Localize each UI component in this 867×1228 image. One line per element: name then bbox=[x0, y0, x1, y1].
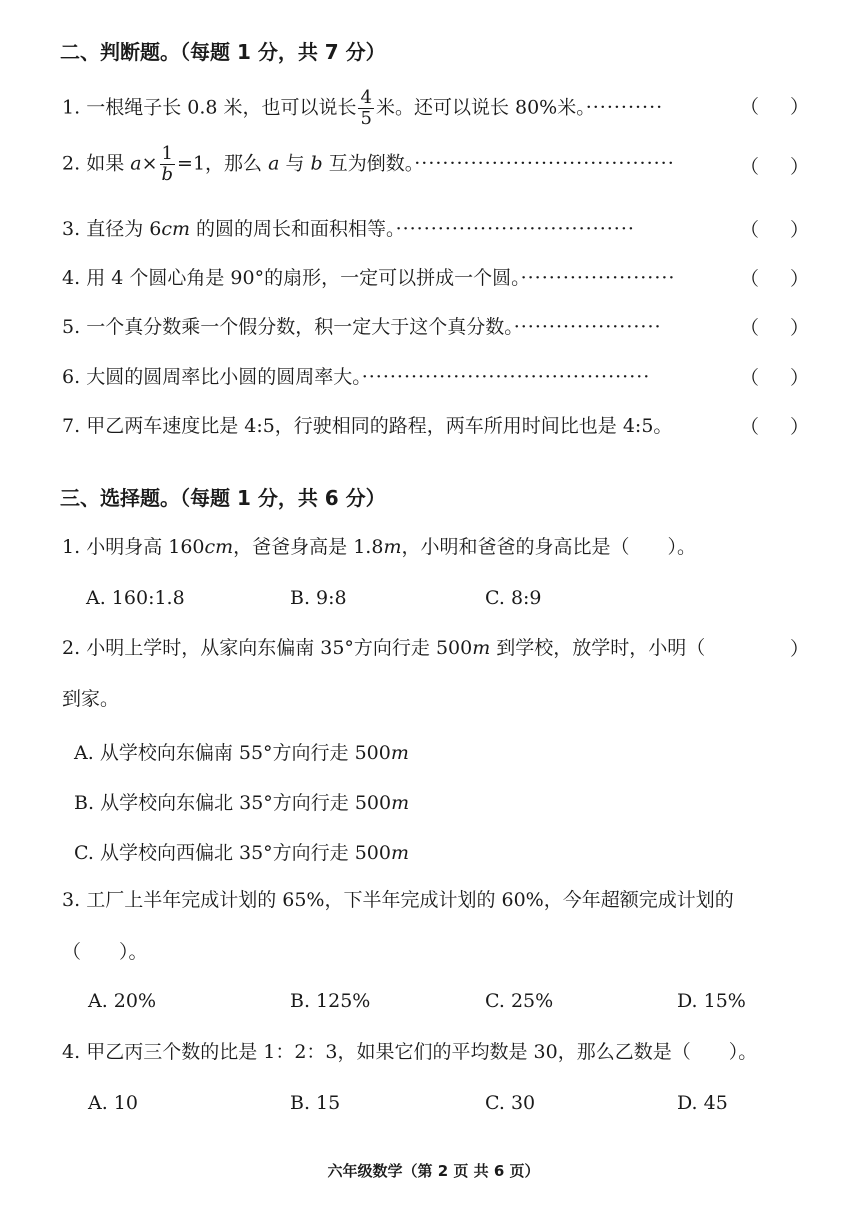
option-a[interactable]: A. 20% bbox=[88, 990, 157, 1012]
item-number: 1. bbox=[62, 536, 81, 558]
item-text: 如果 bbox=[86, 152, 125, 175]
option-label: A. bbox=[74, 742, 94, 764]
answer-paren-open[interactable]: （ bbox=[740, 96, 760, 118]
item-text: 用 4 个圆心角是 90°的扇形，一定可以拼成一个圆。 bbox=[86, 267, 521, 289]
option-text: 从学校向东偏南 55°方向行走 500 bbox=[99, 742, 391, 764]
item-text: 直径为 6 bbox=[86, 218, 162, 240]
choice-question-1 bbox=[62, 533, 696, 561]
question-continuation: 到家。 bbox=[62, 688, 120, 710]
judge-item-3 bbox=[62, 215, 635, 243]
answer-paren-open[interactable]: （ bbox=[740, 268, 760, 290]
page-footer: 六年级数学（第 2 页 共 6 页） bbox=[327, 1162, 540, 1180]
answer-paren-close: ） bbox=[790, 156, 810, 178]
leader-dots: ········································· bbox=[361, 366, 651, 388]
item-text: 工厂上半年完成计划的 65%，下半年完成计划的 60%，今年超额完成计划的 bbox=[86, 889, 734, 911]
judge-item-4 bbox=[62, 264, 675, 292]
leader-dots: ····················· bbox=[513, 316, 662, 338]
judge-item-5 bbox=[62, 313, 662, 341]
item-number: 2. bbox=[62, 637, 81, 659]
option-c[interactable]: C. 8:9 bbox=[485, 587, 542, 609]
item-number: 3. bbox=[62, 889, 81, 911]
leader-dots: ····································· bbox=[414, 152, 675, 175]
option-text: 从学校向西偏北 35°方向行走 500 bbox=[99, 842, 391, 864]
item-text-cont[interactable]: 到学校，放学时，小明（ bbox=[496, 637, 706, 659]
judge-item-6 bbox=[62, 363, 650, 391]
item-number: 4. bbox=[62, 267, 81, 289]
times-sign: × bbox=[141, 152, 158, 175]
choice-question-2 bbox=[62, 634, 705, 662]
unit: m bbox=[390, 742, 409, 764]
leader-dots: ·································· bbox=[395, 218, 635, 240]
variable-a: a bbox=[268, 152, 280, 175]
option-a[interactable]: A. 10 bbox=[88, 1092, 138, 1114]
option-c[interactable]: C. 25% bbox=[485, 990, 554, 1012]
item-text: 大圆的圆周率比小圆的圆周率大。 bbox=[86, 366, 362, 388]
option-a[interactable]: A. 160:1.8 bbox=[86, 587, 185, 609]
answer-paren-open[interactable]: （ bbox=[740, 367, 760, 389]
section-3-heading: 三、选择题。（每题 1 分，共 6 分） bbox=[60, 486, 386, 510]
item-number: 5. bbox=[62, 316, 81, 338]
item-text-cont: 与 bbox=[285, 152, 305, 175]
unit: m bbox=[472, 637, 491, 659]
fraction bbox=[160, 144, 176, 185]
choice-question-4 bbox=[62, 1038, 757, 1066]
option-b[interactable]: B. 125% bbox=[290, 990, 371, 1012]
unit: cm bbox=[204, 536, 234, 558]
option-label: C. bbox=[74, 842, 94, 864]
answer-paren-close: ） bbox=[790, 219, 810, 241]
option-a[interactable] bbox=[74, 738, 409, 765]
question-continuation[interactable]: （ ）。 bbox=[62, 941, 148, 963]
fraction-numerator: 4 bbox=[360, 87, 372, 108]
variable-b: b bbox=[310, 152, 323, 175]
answer-paren-close: ） bbox=[790, 96, 810, 118]
answer-paren-close: ） bbox=[790, 638, 810, 660]
fraction-numerator: 1 bbox=[160, 144, 176, 165]
option-label: B. bbox=[74, 792, 95, 814]
judge-item-7 bbox=[62, 412, 672, 440]
item-number: 7. bbox=[62, 415, 81, 437]
item-text: 甲乙丙三个数的比是 1：2：3，如果它们的平均数是 30，那么乙数是（ ）。 bbox=[86, 1041, 758, 1063]
judge-item-1 bbox=[62, 88, 663, 129]
answer-paren-open[interactable]: （ bbox=[740, 317, 760, 339]
answer-paren-open[interactable]: （ bbox=[740, 416, 760, 438]
item-text: 一根绳子长 0.8 米，也可以说长 bbox=[86, 96, 357, 119]
fraction-denominator: b bbox=[161, 164, 174, 185]
item-text-cont: ，小明和爸爸的身高比是（ ）。 bbox=[401, 536, 696, 558]
leader-dots: ······················ bbox=[520, 267, 676, 289]
option-c[interactable]: C. 30 bbox=[485, 1092, 536, 1114]
option-text: 从学校向东偏北 35°方向行走 500 bbox=[100, 792, 392, 814]
section-2-heading: 二、判断题。（每题 1 分，共 7 分） bbox=[60, 40, 386, 64]
option-d[interactable]: D. 15% bbox=[677, 990, 746, 1012]
item-number: 2. bbox=[62, 152, 81, 175]
answer-paren-close: ） bbox=[790, 367, 810, 389]
unit: m bbox=[390, 842, 410, 864]
unit: m bbox=[383, 536, 402, 558]
item-text: 小明身高 160 bbox=[86, 536, 205, 558]
choice-question-3 bbox=[62, 886, 734, 914]
item-number: 1. bbox=[62, 96, 81, 119]
item-text-cont: 的圆的周长和面积相等。 bbox=[196, 218, 396, 240]
answer-paren-close: ） bbox=[790, 268, 810, 290]
item-text-cont: =1，那么 bbox=[177, 152, 263, 175]
unit: m bbox=[391, 792, 410, 814]
option-b[interactable]: B. 9:8 bbox=[290, 587, 347, 609]
item-text: 一个真分数乘一个假分数，积一定大于这个真分数。 bbox=[86, 316, 514, 338]
judge-item-2 bbox=[62, 144, 675, 185]
variable-a: a bbox=[130, 152, 142, 175]
item-number: 6. bbox=[62, 366, 81, 388]
leader-dots: ··········· bbox=[585, 96, 664, 119]
fraction-denominator: 5 bbox=[360, 108, 372, 129]
option-b[interactable] bbox=[74, 788, 409, 815]
option-d[interactable]: D. 45 bbox=[677, 1092, 728, 1114]
item-number: 4. bbox=[62, 1041, 81, 1063]
answer-paren-open[interactable]: （ bbox=[740, 156, 760, 178]
item-text: 甲乙两车速度比是 4:5，行驶相同的路程，两车所用时间比也是 4:5。 bbox=[86, 415, 673, 437]
item-text-cont: 互为倒数。 bbox=[328, 152, 415, 175]
unit: cm bbox=[161, 218, 190, 240]
answer-paren-close: ） bbox=[790, 317, 810, 339]
item-text-cont: ，爸爸身高是 1.8 bbox=[233, 536, 384, 558]
option-c[interactable] bbox=[74, 838, 409, 865]
answer-paren-close: ） bbox=[790, 416, 810, 438]
answer-paren-open[interactable]: （ bbox=[740, 219, 760, 241]
fraction bbox=[358, 88, 373, 129]
item-text-cont: 米。还可以说长 80%米。 bbox=[375, 96, 586, 119]
item-text: 小明上学时，从家向东偏南 35°方向行走 500 bbox=[86, 637, 473, 659]
option-b[interactable]: B. 15 bbox=[290, 1092, 341, 1114]
item-number: 3. bbox=[62, 218, 81, 240]
